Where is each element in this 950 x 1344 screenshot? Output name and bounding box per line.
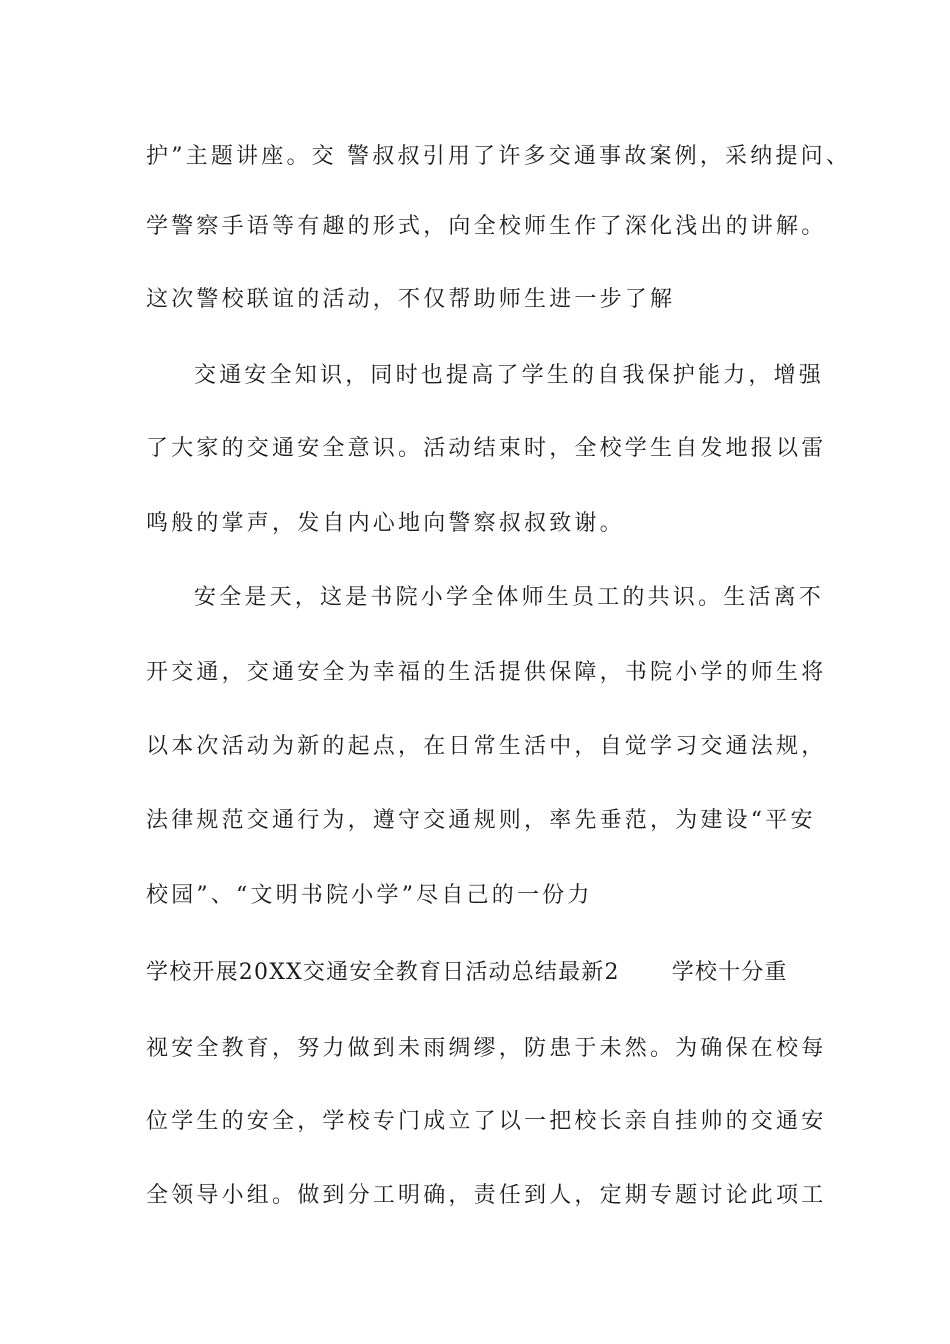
text-line-13: 位学生的安全，学校专门成立了以一把校长亲自挂帅的交通安 [146, 1109, 827, 1134]
section-title: 学校开展20XX交通安全教育日活动总结最新2 [146, 960, 620, 985]
text-line-14: 全领导小组。做到分工明确，责任到人，定期专题讨论此项工 [146, 1183, 827, 1208]
text-line-4: 交通安全知识，同时也提高了学生的自我保护能力，增强 [194, 363, 825, 388]
section-title-line [146, 958, 846, 988]
text-line-1: 护”主题讲座。交 警叔叔引用了许多交通事故案例，采纳提问、 [146, 144, 852, 169]
text-line-11: 校园”、“文明书院小学”尽自己的一份力 [146, 883, 593, 908]
text-line-6: 鸣般的掌声，发自内心地向警察叔叔致谢。 [146, 511, 625, 536]
text-line-7: 安全是天，这是书院小学全体师生员工的共识。生活离不 [194, 585, 825, 610]
text-line-3: 这次警校联谊的活动，不仅帮助师生进一步了解 [146, 287, 676, 312]
text-line-5: 了大家的交通安全意识。活动结束时，全校学生自发地报以雷 [146, 436, 827, 461]
section-title-continuation: 学校十分重 [671, 960, 788, 985]
text-line-8: 开交通，交通安全为幸福的生活提供保障，书院小学的师生将 [146, 660, 827, 685]
text-line-9: 以本次活动为新的起点，在日常生活中，自觉学习交通法规， [146, 734, 827, 759]
text-line-12: 视安全教育，努力做到未雨绸缪，防患于未然。为确保在校每 [146, 1036, 827, 1061]
text-line-2: 学警察手语等有趣的形式，向全校师生作了深化浅出的讲解。 [146, 214, 827, 239]
text-line-10: 法律规范交通行为，遵守交通规则，率先垂范，为建设“平安 [146, 808, 816, 833]
